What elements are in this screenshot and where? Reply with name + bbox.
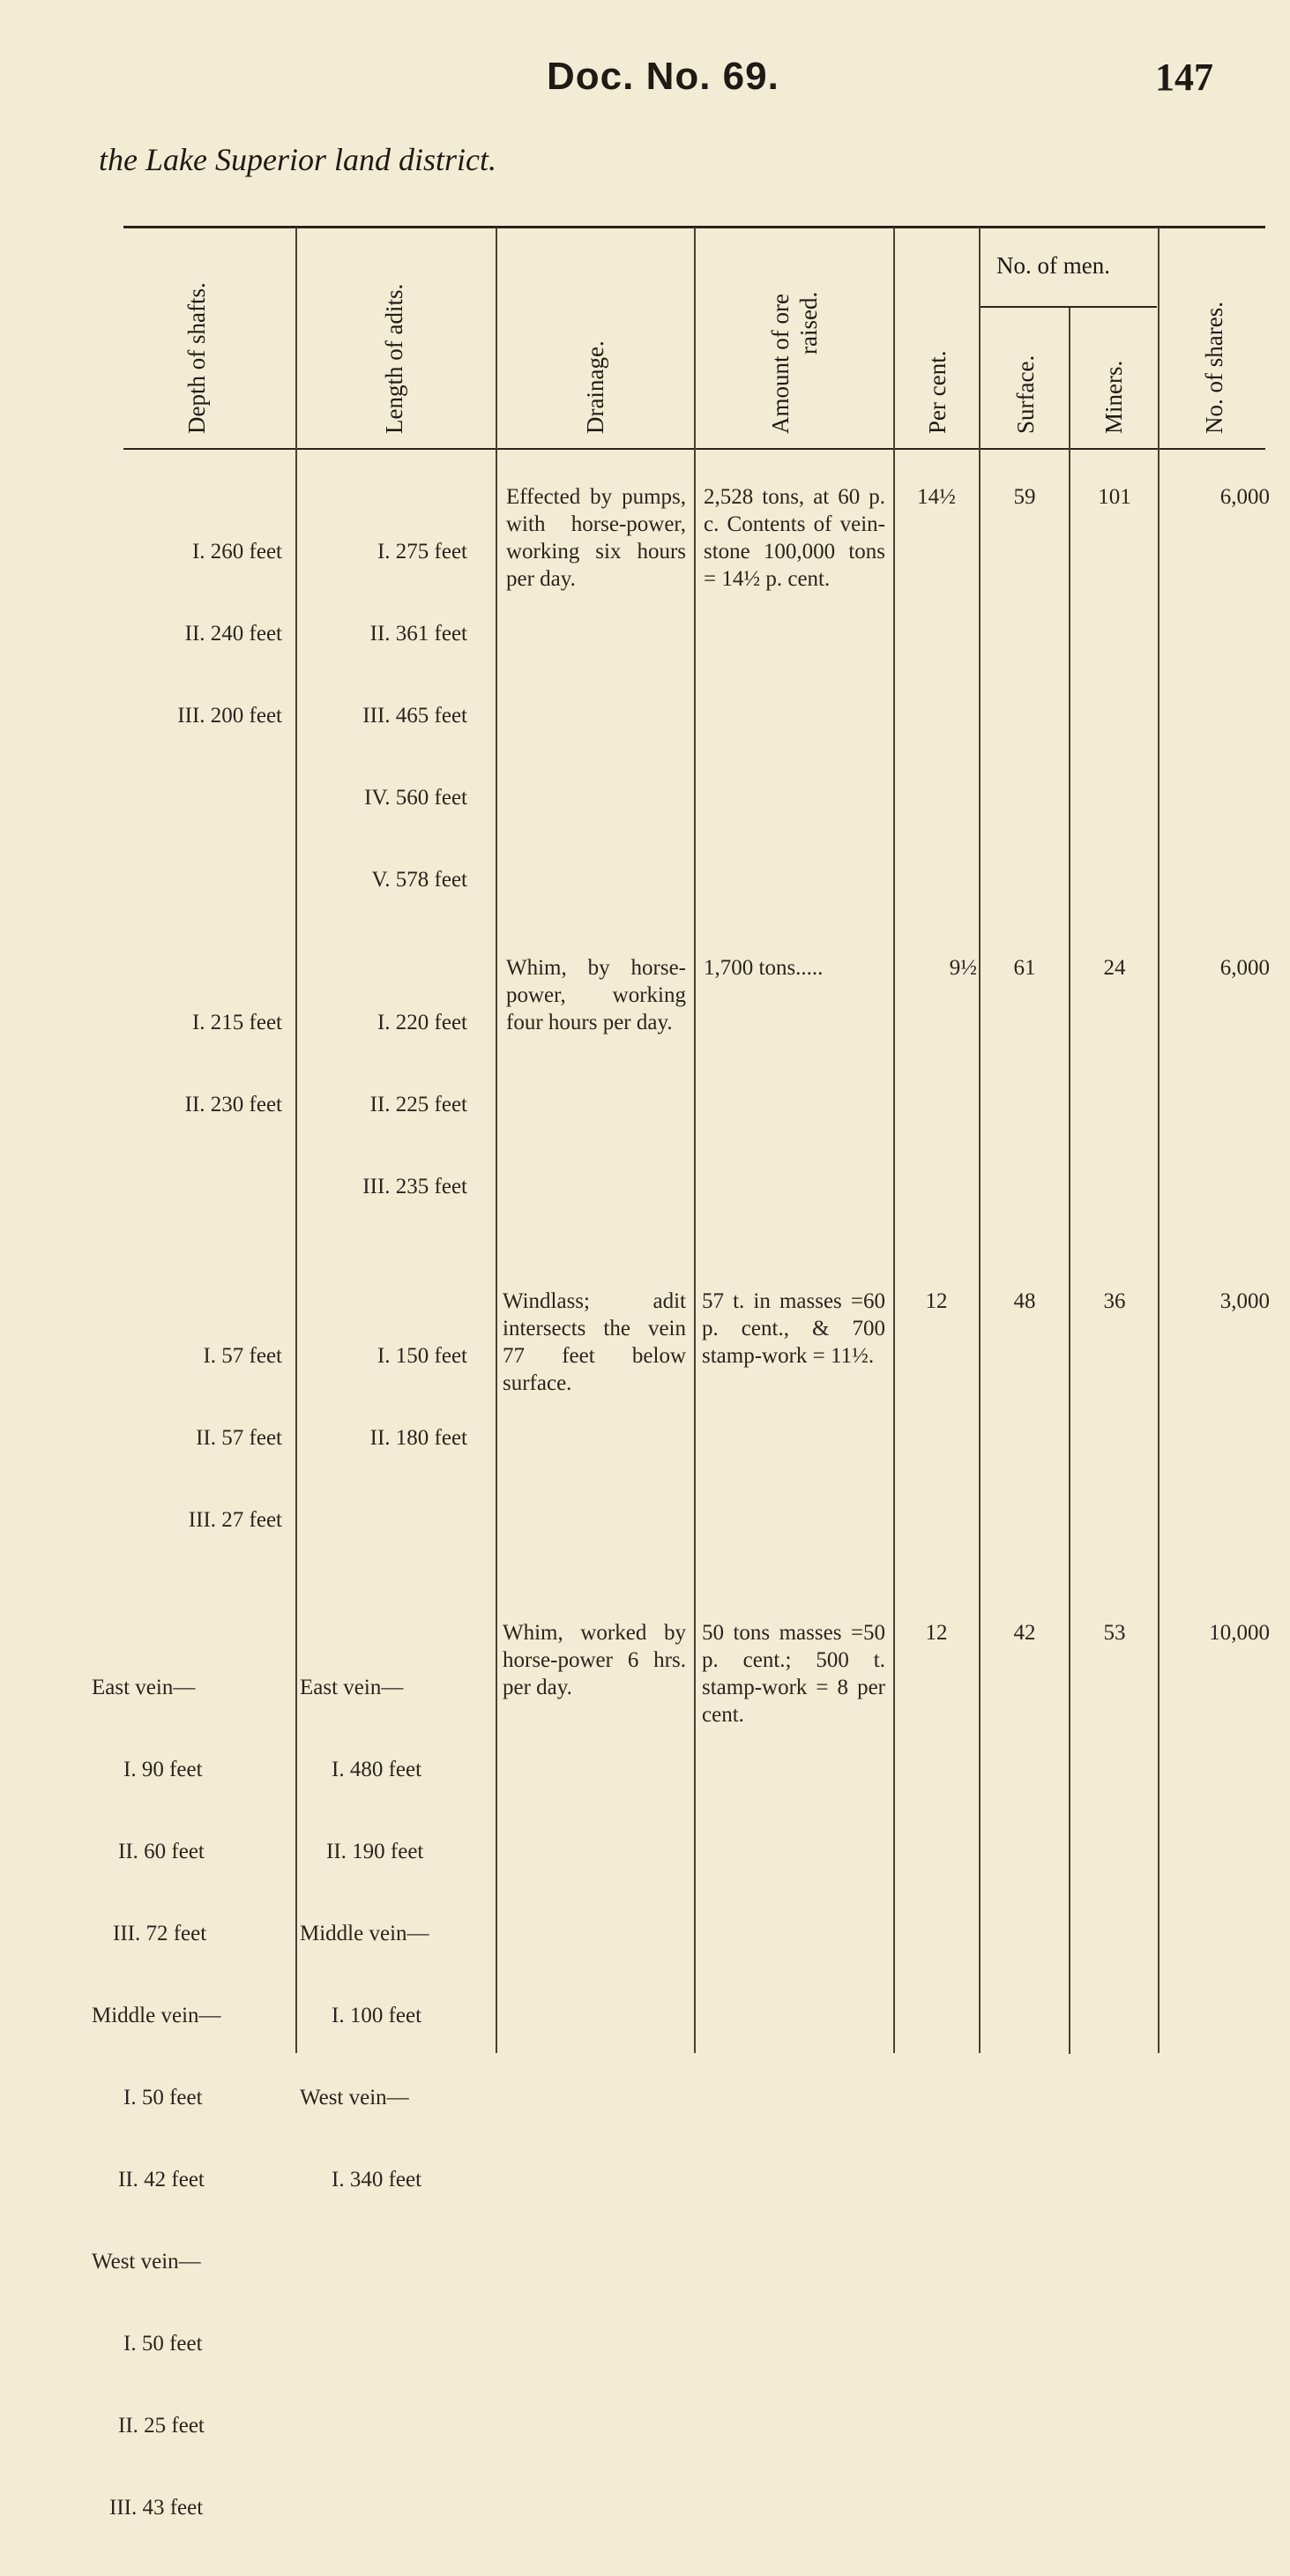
drainage-cell: Whim, by horse-power, working four hours per day. (506, 956, 686, 1034)
surface-cell: 42 (1013, 1621, 1036, 1645)
adits-cell (300, 1619, 476, 2248)
per-cent-cell: 14½ (917, 485, 956, 509)
header-amount-of-ore: Amount of ore (767, 294, 794, 434)
column-divider-4 (893, 228, 895, 2053)
shaft-entry: I. 57 feet (203, 1344, 282, 1368)
column-divider-1 (295, 228, 297, 2053)
shaft-entry: II. 57 feet (196, 1426, 282, 1450)
adit-entry: III. 235 feet (362, 1175, 467, 1198)
header-miners: Miners. (1100, 360, 1127, 434)
header-amount-of-ore-raised: raised. (795, 291, 822, 355)
adit-entry: II. 190 feet (326, 1840, 424, 1863)
shares-cell: 10,000 (1209, 1621, 1270, 1645)
shaft-entry: III. 43 feet (109, 2496, 204, 2520)
adit-entry: V. 578 feet (371, 868, 467, 892)
per-cent-cell: 12 (925, 1621, 948, 1645)
adits-cell (300, 483, 467, 948)
shares-cell: 6,000 (1219, 485, 1270, 509)
column-divider-5 (979, 228, 981, 2053)
per-cent-cell: 12 (925, 1289, 948, 1313)
vein-heading: Middle vein— (92, 2004, 221, 2027)
shaft-entry: II. 42 feet (118, 2168, 205, 2191)
shaft-entry: III. 72 feet (113, 1922, 207, 1945)
header-no-of-men: No. of men. (996, 252, 1110, 279)
shaft-entry: I. 50 feet (123, 2086, 203, 2109)
shafts-cell (92, 1619, 259, 2576)
adit-entry: IV. 560 feet (364, 786, 467, 810)
shaft-entry: III. 200 feet (177, 704, 282, 728)
header-depth-of-shafts: Depth of shafts. (183, 282, 210, 434)
shares-cell: 6,000 (1219, 956, 1270, 980)
shaft-entry: I. 50 feet (123, 2332, 203, 2356)
miners-cell: 101 (1098, 485, 1131, 509)
adit-entry: III. 465 feet (362, 704, 467, 728)
header-per-cent: Per cent. (924, 350, 951, 434)
shaft-entry: II. 230 feet (184, 1093, 282, 1116)
adit-entry: II. 225 feet (369, 1093, 467, 1116)
adit-entry: I. 340 feet (332, 2168, 422, 2191)
ore-cell: 1,700 tons..... (704, 956, 824, 980)
ore-cell: 50 tons masses =50 p. cent.; 500 t. stamp-work = 8 per cent. (702, 1621, 885, 1727)
page-number: 147 (1155, 56, 1213, 99)
adit-entry: II. 361 feet (369, 622, 467, 646)
shaft-entry: II. 240 feet (184, 622, 282, 646)
ore-cell: 57 t. in masses =60 p. cent., & 700 stamp-work = 11½. (702, 1289, 885, 1368)
adits-cell (300, 1288, 467, 1506)
vein-heading: West vein— (300, 2086, 409, 2109)
surface-cell: 48 (1013, 1289, 1036, 1313)
shafts-cell (132, 483, 282, 784)
drainage-cell: Whim, worked by horse-power 6 hrs. per day. (503, 1621, 686, 1699)
adit-entry: II. 180 feet (369, 1426, 467, 1450)
shaft-entry: III. 27 feet (188, 1508, 282, 1532)
shaft-entry: I. 90 feet (123, 1758, 203, 1781)
document-title: Doc. No. 69. (547, 55, 779, 98)
surface-cell: 61 (1013, 956, 1036, 980)
shaft-entry: I. 215 feet (191, 1011, 282, 1034)
miners-cell: 36 (1103, 1289, 1126, 1313)
shafts-cell (132, 954, 282, 1173)
column-divider-3 (694, 228, 696, 2053)
drainage-cell: Windlass; adit intersects the vein 77 feet below surface. (503, 1289, 686, 1395)
header-length-of-adits: Length of adits. (381, 283, 407, 434)
adit-entry: I. 275 feet (377, 540, 467, 564)
adit-entry: I. 480 feet (332, 1758, 422, 1781)
adit-entry: I. 100 feet (332, 2004, 422, 2027)
vein-heading: Middle vein— (300, 1922, 429, 1945)
adit-entry: I. 220 feet (377, 1011, 467, 1034)
miners-cell: 24 (1103, 956, 1126, 980)
vein-heading: East vein— (300, 1676, 404, 1699)
vein-heading: West vein— (92, 2250, 201, 2274)
per-cent-cell: 9½ (949, 956, 977, 980)
shaft-entry: I. 260 feet (191, 540, 282, 564)
shafts-cell (132, 1288, 282, 1588)
shaft-entry: II. 25 feet (118, 2414, 205, 2438)
adits-cell (300, 954, 467, 1255)
shaft-entry: II. 60 feet (118, 1840, 205, 1863)
column-divider-7 (1158, 228, 1160, 2053)
column-divider-2 (496, 228, 497, 2053)
drainage-cell: Effected by pumps, with horse-power, working six hours per day. (506, 485, 686, 591)
shares-cell: 3,000 (1219, 1289, 1270, 1313)
vein-heading: East vein— (92, 1676, 196, 1699)
header-surface: Surface. (1012, 355, 1039, 434)
miners-cell: 53 (1103, 1621, 1126, 1645)
page-subtitle: the Lake Superior land district. (99, 142, 496, 177)
header-no-of-shares: No. of shares. (1201, 302, 1227, 434)
adit-entry: I. 150 feet (377, 1344, 467, 1368)
surface-cell: 59 (1013, 485, 1036, 509)
ore-cell: 2,528 tons, at 60 p. c. Contents of vein-stone 100,000 tons = 14½ p. cent. (704, 485, 885, 591)
header-drainage: Drainage. (582, 340, 608, 434)
column-divider-6 (1069, 308, 1070, 2054)
